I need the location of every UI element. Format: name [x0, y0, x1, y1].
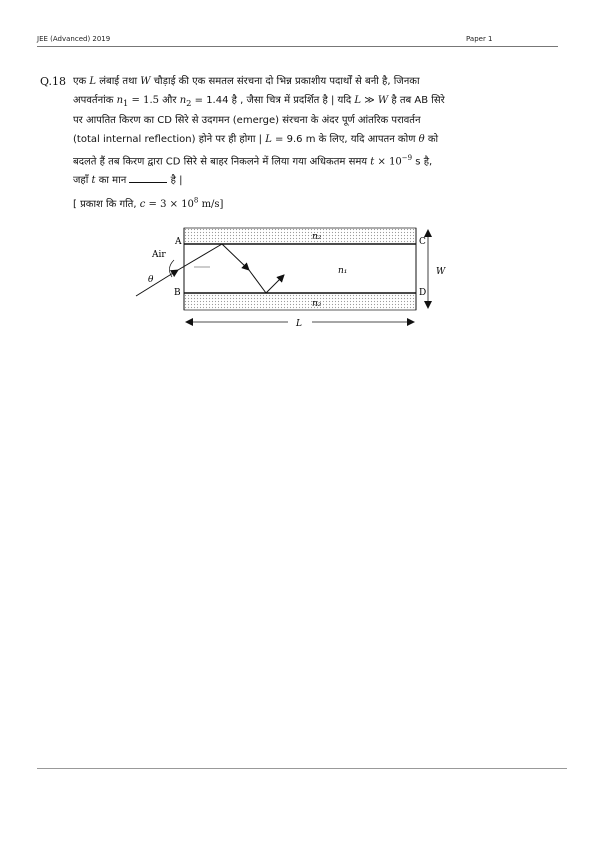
q2-b: n	[116, 94, 124, 106]
label-air: Air	[152, 250, 166, 260]
reflected-ray-3	[266, 275, 284, 293]
q1-a: एक	[73, 76, 90, 87]
header-divider	[37, 46, 558, 47]
q6-a: जहाँ	[73, 174, 92, 186]
question-line-6	[73, 172, 563, 191]
q4-a: (total internal reflection) होने पर ही होगा |	[73, 133, 266, 145]
label-C: C	[419, 237, 426, 247]
label-L: L	[296, 319, 302, 329]
label-W: W	[436, 267, 446, 277]
top-cladding-n2	[184, 228, 416, 244]
question-line-1	[73, 73, 563, 92]
q4-c: = 9.6 m के लिए, यदि आपतन कोण	[271, 133, 419, 145]
question-line-3: पर आपतित किरण का CD सिरे से उदगमन (emerge) संरचना के अंदर पूर्ण आंतरिक परावर्तन	[73, 115, 421, 126]
q6-d: है |	[167, 174, 183, 186]
reflected-ray-1	[222, 244, 249, 270]
q1-b: L	[89, 76, 97, 87]
q6-b: t	[91, 174, 96, 186]
q2-d: = 1.5 और	[128, 94, 180, 106]
header-paper: Paper 1	[466, 35, 493, 43]
q5-b: t	[370, 156, 375, 168]
q4-d: θ	[418, 133, 425, 145]
q4-b: L	[265, 133, 272, 145]
reflected-ray-2	[249, 270, 266, 293]
question-line-2	[73, 92, 563, 113]
note-e: m/s]	[198, 199, 224, 210]
q2-e: n	[179, 94, 187, 106]
answer-blank	[129, 172, 167, 183]
q5-c: × 10	[374, 156, 402, 168]
q2-c: 1	[123, 97, 129, 108]
q5-d: −9	[401, 154, 413, 162]
q1-e: चौड़ाई की एक समतल संरचना दो भिन्न प्रकाशीय पदार्थों से बनी है, जिनका	[150, 76, 420, 87]
q1-c: लंबाई तथा	[96, 76, 141, 87]
footer-divider	[37, 768, 567, 769]
q6-c: का मान	[95, 174, 130, 186]
header-exam-name: JEE (Advanced) 2019	[37, 35, 111, 43]
question-line-5	[73, 149, 563, 172]
speed-of-light-note	[73, 196, 223, 210]
q2-g: = 1.44 है , जैसा चित्र में प्रदर्शित है | यदि	[191, 94, 355, 106]
label-D: D	[419, 288, 427, 298]
q2-k: है तब AB सिरे	[388, 94, 445, 106]
refracted-ray	[178, 244, 222, 270]
bottom-cladding-n2	[184, 293, 416, 310]
question-number: Q.18	[40, 75, 66, 88]
label-B: B	[174, 288, 181, 298]
label-theta: θ	[148, 275, 154, 285]
label-n2-top: n₂	[312, 232, 322, 242]
q2-i: ≫	[361, 94, 378, 106]
optical-structure-figure	[130, 222, 450, 351]
note-c: = 3 × 10	[145, 199, 194, 210]
q4-e: को	[424, 133, 439, 145]
q2-a: अपवर्तनांक	[73, 94, 117, 106]
q2-f: 2	[186, 97, 192, 108]
incident-ray	[136, 270, 178, 296]
q5-e: s है,	[412, 156, 433, 168]
q2-j: W	[377, 94, 389, 106]
q5-a: बदलते हैं तब किरण द्वारा CD सिरे से बाहर निकलने में लिया गया अधिकतम समय	[73, 156, 371, 168]
question-text	[73, 73, 563, 190]
q2-h: L	[354, 94, 362, 106]
q1-d: W	[140, 76, 151, 87]
label-A: A	[175, 237, 182, 247]
question-line-4	[73, 131, 563, 150]
label-n1: n₁	[338, 266, 348, 276]
note-a: [ प्रकाश कि गति,	[73, 199, 140, 210]
label-n2-bottom: n₂	[312, 299, 322, 309]
note-d: 8	[193, 196, 199, 205]
note-b: c	[139, 199, 146, 210]
figure-svg	[130, 222, 450, 347]
